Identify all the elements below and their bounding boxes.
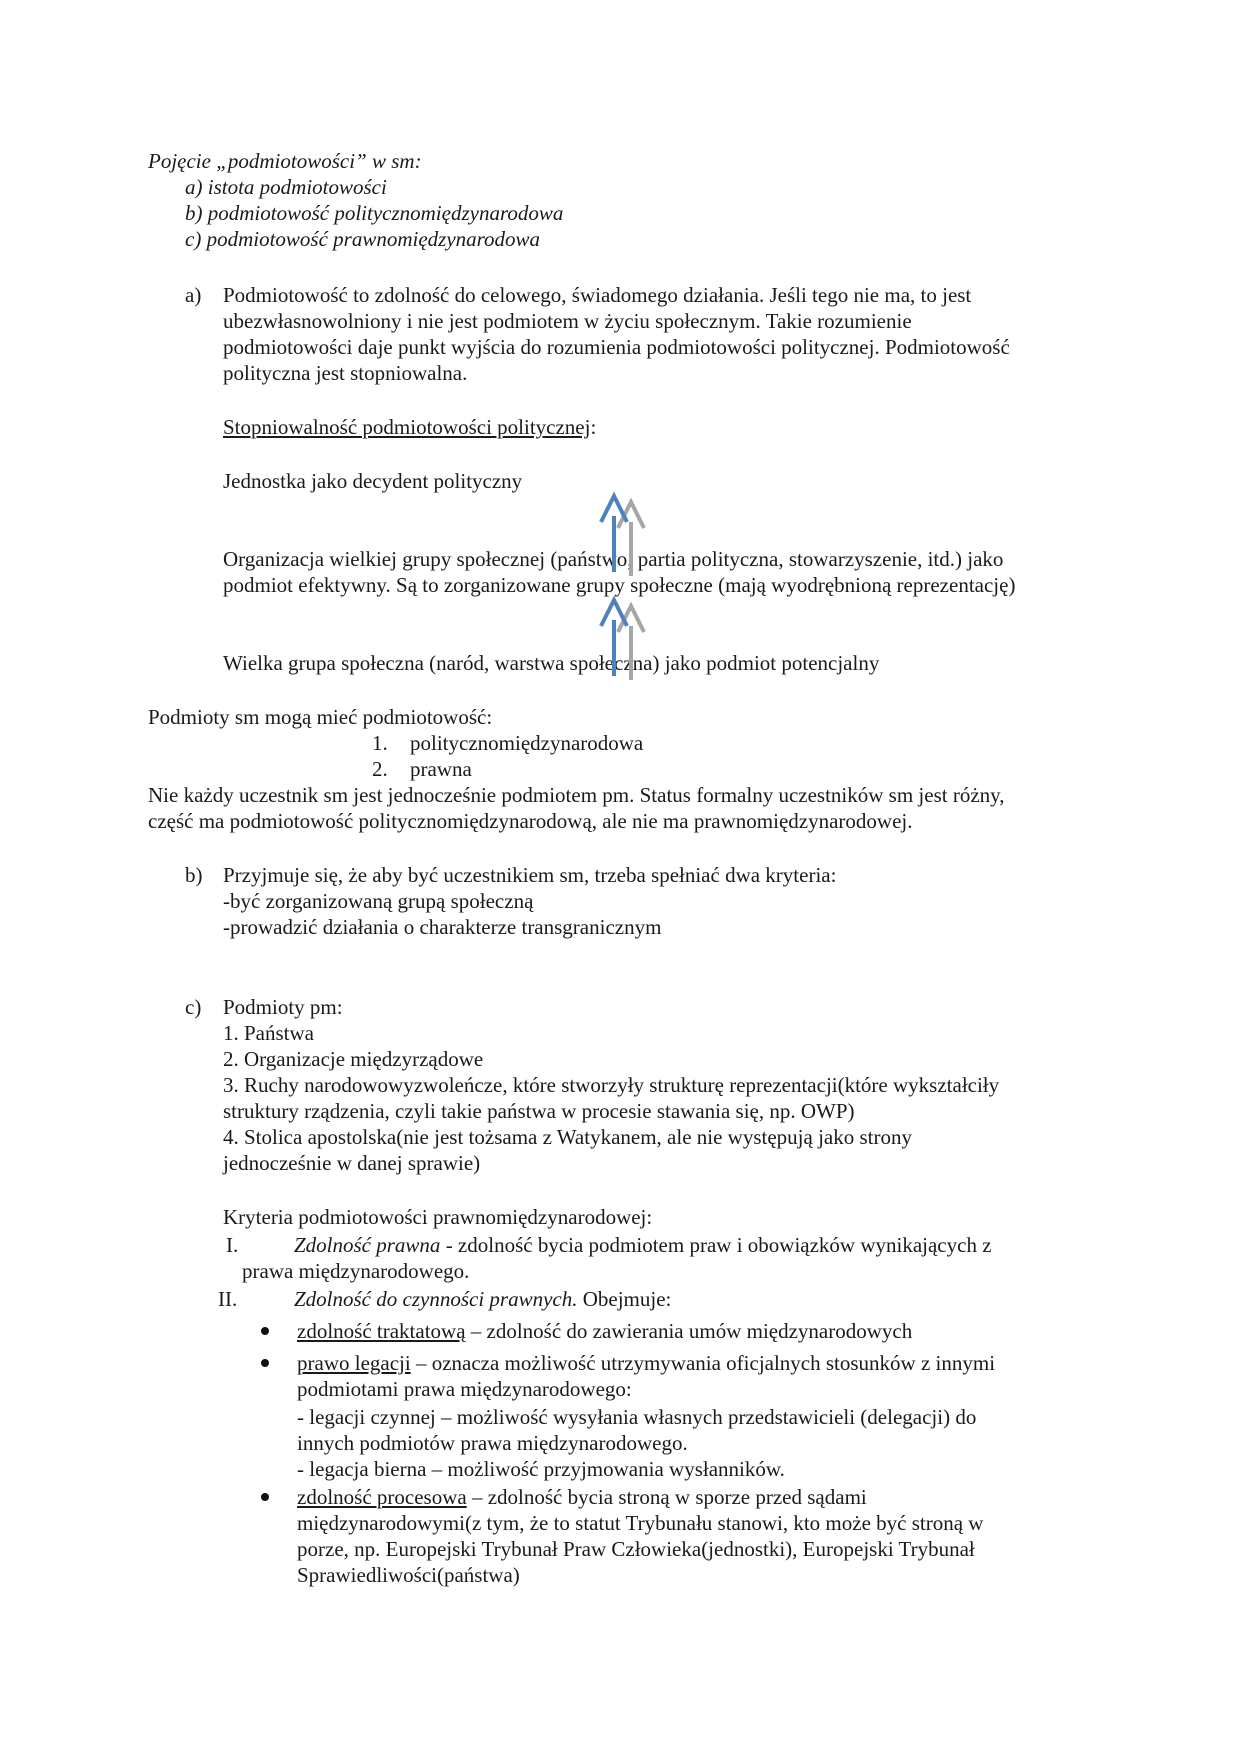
subjects-lead: Podmioty sm mogą mieć podmiotowość: [148,705,493,729]
criteria-2 [294,1286,671,1312]
section-c-marker: c) [185,995,202,1019]
subjects-item-1-num: 1. [372,731,388,755]
bullet-2-dot [261,1359,269,1367]
section-b-line-3: -prowadzić działania o charakterze transgranicznym [223,915,662,939]
section-c-line-4: 3. Ruchy narodowowyzwoleńcze, które stworzyły strukturę reprezentacji(które wykształciły [223,1073,1000,1097]
gradation-level-3: Wielka grupa społeczna (naród, warstwa społeczna) jako podmiot potencjalny [223,651,880,675]
bullet-2-line-5: - legacja bierna – możliwość przyjmowania wysłanników. [297,1457,785,1481]
doc-title: Pojęcie „podmiotowości” w sm: [148,149,422,173]
section-b-line-2: -być zorganizowaną grupą społeczną [223,889,534,913]
criteria-1 [294,1232,992,1258]
section-c-line-7: jednocześnie w danej sprawie) [223,1151,481,1175]
subjects-note-line-1: Nie każdy uczestnik sm jest jednocześnie podmiotem pm. Status formalny uczestników sm jest różny, [148,783,1005,807]
bullet-1-term: zdolność traktatową [297,1319,466,1343]
section-b-line-1: Przyjmuje się, że aby być uczestnikiem sm, trzeba spełniać dwa kryteria: [223,863,837,887]
section-c-line-2: 1. Państwa [223,1021,314,1045]
bullet-3-line-2: międzynarodowymi(z tym, że to statut Trybunału stanowi, kto może być stroną w [297,1511,984,1535]
gradation-level-2-line-2: podmiot efektywny. Są to zorganizowane grupy społeczne (mają wyodrębnioną reprezentację) [223,573,1016,597]
gradation-level-1: Jednostka jako decydent polityczny [223,469,523,493]
bullet-3-line-4: Sprawiedliwości(państwa) [297,1563,520,1587]
bullet-2-line-1 [297,1350,995,1376]
intro-item-b: b) podmiotowość politycznomiędzynarodowa [185,201,564,225]
bullet-3-line-3: porze, np. Europejski Trybunał Praw Człowieka(jednostki), Europejski Trybunał [297,1537,975,1561]
section-a-line-3: podmiotowości daje punkt wyjścia do rozumienia podmiotowości politycznej. Podmiotowość [223,335,1010,359]
criteria-heading: Kryteria podmiotowości prawnomiędzynarodowej: [223,1205,653,1229]
section-b-marker: b) [185,863,203,887]
criteria-1-term: Zdolność prawna [294,1233,441,1257]
bullet-3-dot [261,1493,269,1501]
intro-item-c: c) podmiotowość prawnomiędzynarodowa [185,227,541,251]
bullet-2-line-4: innych podmiotów prawa międzynarodowego. [297,1431,688,1455]
bullet-3-text: – zdolność bycia stroną w sporze przed sądami [466,1485,867,1509]
gradation-level-2-line-1: Organizacja wielkiej grupy społecznej (państwo, partia polityczna, stowarzyszenie, itd.) jako [223,547,1004,571]
criteria-1-cont: prawa międzynarodowego. [242,1259,470,1283]
section-a-line-1: Podmiotowość to zdolność do celowego, świadomego działania. Jeśli tego nie ma, to jest [223,283,972,307]
bullet-2-line-2: podmiotami prawa międzynarodowego: [297,1377,632,1401]
subjects-item-2-num: 2. [372,757,388,781]
bullet-1-dot [261,1327,269,1335]
bullet-2-term: prawo legacji [297,1351,411,1375]
criteria-1-rest: - zdolność bycia podmiotem praw i obowiązków wynikających z [440,1233,992,1257]
subjects-note-line-2: część ma podmiotowość politycznomiędzynarodową, ale nie ma prawnomiędzynarodowej. [148,809,913,833]
section-a-marker: a) [185,283,202,307]
section-a-line-2: ubezwłasnowolniony i nie jest podmiotem w życiu społecznym. Takie rozumienie [223,309,912,333]
upper-arrow-blue [601,496,627,572]
gradation-heading-text: Stopniowalność podmiotowości politycznej [223,415,591,439]
section-a-line-4: polityczna jest stopniowalna. [223,361,468,385]
subjects-item-1: politycznomiędzynarodowa [410,731,644,755]
intro-item-a: a) istota podmiotowości [185,175,387,199]
section-c-line-3: 2. Organizacje międzyrządowe [223,1047,484,1071]
bullet-3-term: zdolność procesowa [297,1485,467,1509]
section-c-line-1: Podmioty pm: [223,995,343,1019]
bullet-1-line-1 [297,1318,912,1344]
bullet-3-line-1 [297,1484,867,1510]
gradation-heading-colon: : [590,415,597,439]
lower-arrow-blue [601,600,627,676]
criteria-1-num: I. [226,1233,239,1257]
criteria-2-rest: Obejmuje: [577,1287,672,1311]
section-c-line-6: 4. Stolica apostolska(nie jest tożsama z Watykanem, ale nie występują jako strony [223,1125,912,1149]
bullet-2-text: – oznacza możliwość utrzymywania oficjalnych stosunków z innymi [410,1351,996,1375]
subjects-item-2: prawna [410,757,472,781]
criteria-2-term: Zdolność do czynności prawnych. [294,1287,578,1311]
bullet-2-line-3: - legacji czynnej – możliwość wysyłania własnych przedstawicieli (delegacji) do [297,1405,977,1429]
bullet-1-text: – zdolność do zawierania umów międzynarodowych [465,1319,913,1343]
section-c-line-5: struktury rządzenia, czyli takie państwa w procesie stawania się, np. OWP) [223,1099,855,1123]
criteria-2-num: II. [218,1287,238,1311]
